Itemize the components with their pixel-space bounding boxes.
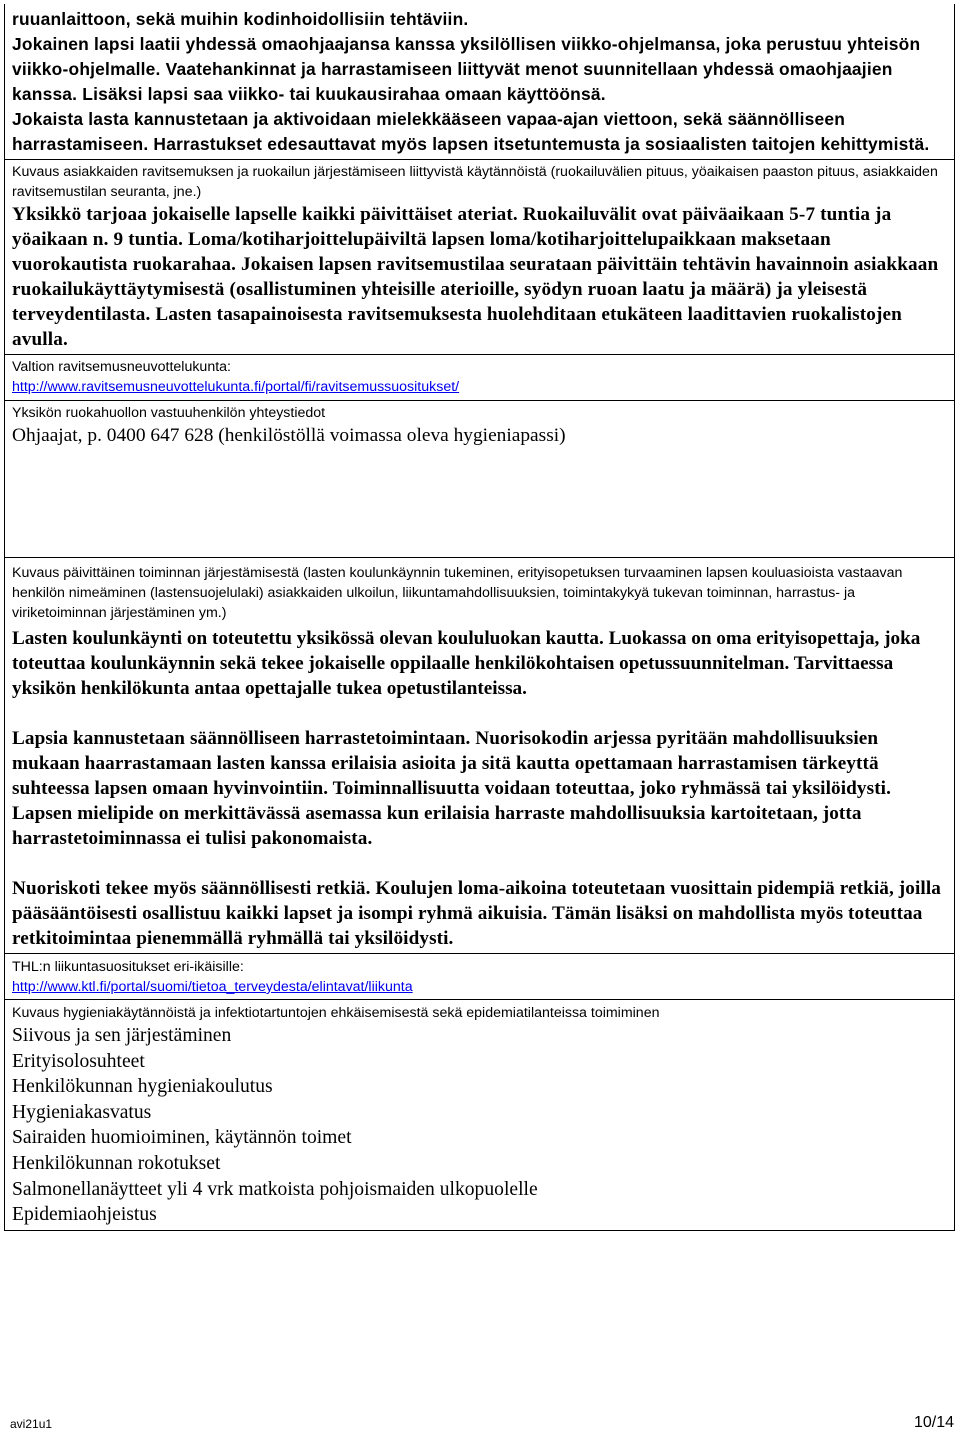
section-hygiene bbox=[4, 1000, 955, 1231]
hygiene-item-staff-training: Henkilökunnan hygieniakoulutus bbox=[12, 1076, 273, 1098]
paragraph-weekly-program: Jokainen lapsi laatii yhdessä omaohjaajansa kanssa yksilöllisen viikko-ohjelmansa, joka perustuu yhteisön viikko-ohjelmalle. Vaatehankinnat ja harrastamiseen liittyvät menot suunnitellaan yhdessä omaohjaajien kanssa. Lisäksi lapsi saa viikko- tai kuukausirahaa omaan käyttöönsä. bbox=[12, 34, 921, 104]
section-thl bbox=[4, 954, 955, 1000]
contact-label: Yksikön ruokahuollon vastuuhenkilön yhteystiedot bbox=[12, 405, 326, 421]
nutrition-label: Kuvaus asiakkaiden ravitsemuksen ja ruokailun järjestämiseen liittyvistä käytännöistä (ruokailuvälien pituus, yöaikaisen paaston pituus, asiakkaiden ravitsemustilan seuranta, jne.) bbox=[12, 164, 938, 200]
section-contact bbox=[4, 401, 955, 558]
hygiene-item-epidemic: Epidemiaohjeistus bbox=[12, 1204, 157, 1226]
paragraph-leisure: Jokaista lasta kannustetaan ja aktivoidaan mielekkääseen vapaa-ajan viettoon, sekä säännölliseen harrastamiseen. Harrastukset edesauttavat myös lapsen itsetuntemusta ja sosiaalisten taitojen kehittymistä. bbox=[12, 109, 930, 154]
hygiene-item-cleaning: Siivous ja sen järjestäminen bbox=[12, 1025, 232, 1046]
contact-value: Ohjaajat, p. 0400 647 628 (henkilöstöllä voimassa oleva hygieniapassi) bbox=[12, 425, 566, 446]
page-number: 10/14 bbox=[913, 1414, 954, 1431]
paragraph-chores: ruuanlaittoon, sekä muihin kodinhoidollisiin tehtäviin. bbox=[12, 9, 469, 29]
valtion-label: Valtion ravitsemusneuvottelukunta: bbox=[12, 359, 231, 375]
section-valtion bbox=[4, 355, 955, 401]
hygiene-item-education: Hygieniakasvatus bbox=[12, 1101, 152, 1123]
nutrition-body: Yksikkö tarjoaa jokaiselle lapselle kaikki päivittäiset ateriat. Ruokailuvälit ovat päiväaikaan 5-7 tuntia ja yöaikaan n. 9 tuntia. Loma/kotiharjoittelupäiviltä lapsen loma/kotiharjoittelupaikkaan maksetaan vuorokautista ruokarahaa. Jokaisen lapsen ravitsemustilaa seurataan päivittäin tehtävin havainnoin asiakkaan ruokailukäyttäytymisestä (osallistuminen yhteisille aterioille, syödyn ruoan laatu ja määrä) ja yleisestä terveydentilasta. Lasten tasapainoisesta ravitsemuksesta huolehditaan etukäteen laadittavien ruokalistojen avulla. bbox=[12, 204, 939, 350]
paragraph-hobbies: Lapsia kannustetaan säännölliseen harrastetoimintaan. Nuorisokodin arjessa pyritään mahdollisuuksien mukaan haarrastamaan lasten kanssa erilaisia asioita ja sitä kautta opettamaan harrastamisen tärkeyttä suhteessa lapsen omaan hyvinvointiin. Toiminnallisuutta voidaan toteuttaa, joko ryhmässä tai yksilöidysti. Lapsen mielipide on merkittävässä asemassa kun erilaisia harraste mahdollisuuksia kartoitetaan, jotta harrastetoiminnassa ei tulisi pakonomaista. bbox=[12, 728, 892, 849]
hygiene-item-special-conditions: Erityisolosuhteet bbox=[12, 1050, 145, 1072]
section-nutrition bbox=[4, 160, 955, 355]
paragraph-trips: Nuoriskoti tekee myös säännöllisesti retkiä. Koulujen loma-aikoina toteutetaan vuosittain pidempiä retkiä, joilla pääsääntöisesti osallistuu kaikki lapset ja isompi ryhmä aikuisia. Tämän lisäksi on mahdollista myös toteuttaa retkitoimintaa pienemmällä ryhmällä tai yksilöidysti. bbox=[12, 878, 941, 949]
hygiene-item-sick-care: Sairaiden huomioiminen, käytännön toimet bbox=[12, 1127, 352, 1149]
document-page bbox=[4, 4, 955, 1231]
paragraph-school: Lasten koulunkäynti on toteutettu yksikössä olevan koululuokan kautta. Luokassa on oma erityisopettaja, joka toteuttaa koulunkäynnin sekä tekee jokaiselle oppilaalle henkilökohtaisen opetussuunnitelman. Tarvittaessa yksikön henkilökunta antaa opettajalle tukea opetustilanteissa. bbox=[12, 628, 921, 699]
hygiene-label: Kuvaus hygieniakäytännöistä ja infektiotartuntojen ehkäisemisestä sekä epidemiatilanteissa toimiminen bbox=[12, 1005, 660, 1021]
hygiene-item-salmonella: Salmonellanäytteet yli 4 vrk matkoista pohjoismaiden ulkopuolelle bbox=[12, 1178, 538, 1200]
document-code: avi21u1 bbox=[10, 1417, 53, 1431]
hygiene-item-vaccinations: Henkilökunnan rokotukset bbox=[12, 1152, 221, 1174]
valtion-link[interactable]: http://www.ravitsemusneuvottelukunta.fi/portal/fi/ravitsemussuositukset/ bbox=[12, 379, 460, 395]
section-daily-activities bbox=[4, 558, 955, 954]
daily-label: Kuvaus päivittäinen toiminnan järjestämisestä (lasten koulunkäynnin tukeminen, erityisopetuksen turvaaminen lapsen kouluasioista vastaavan henkilön nimeäminen (lastensuojelulaki) asiakkaiden ulkoilun, liikuntamahdollisuuksien, toimintakykyä tukevan toiminnan, harrastus- ja viriketoiminnan järjestäminen ym.) bbox=[12, 565, 903, 621]
thl-link[interactable]: http://www.ktl.fi/portal/suomi/tietoa_terveydesta/elintavat/liikunta bbox=[12, 979, 413, 995]
section-daily-life bbox=[4, 4, 955, 160]
thl-label: THL:n liikuntasuositukset eri-ikäisille: bbox=[12, 959, 244, 975]
